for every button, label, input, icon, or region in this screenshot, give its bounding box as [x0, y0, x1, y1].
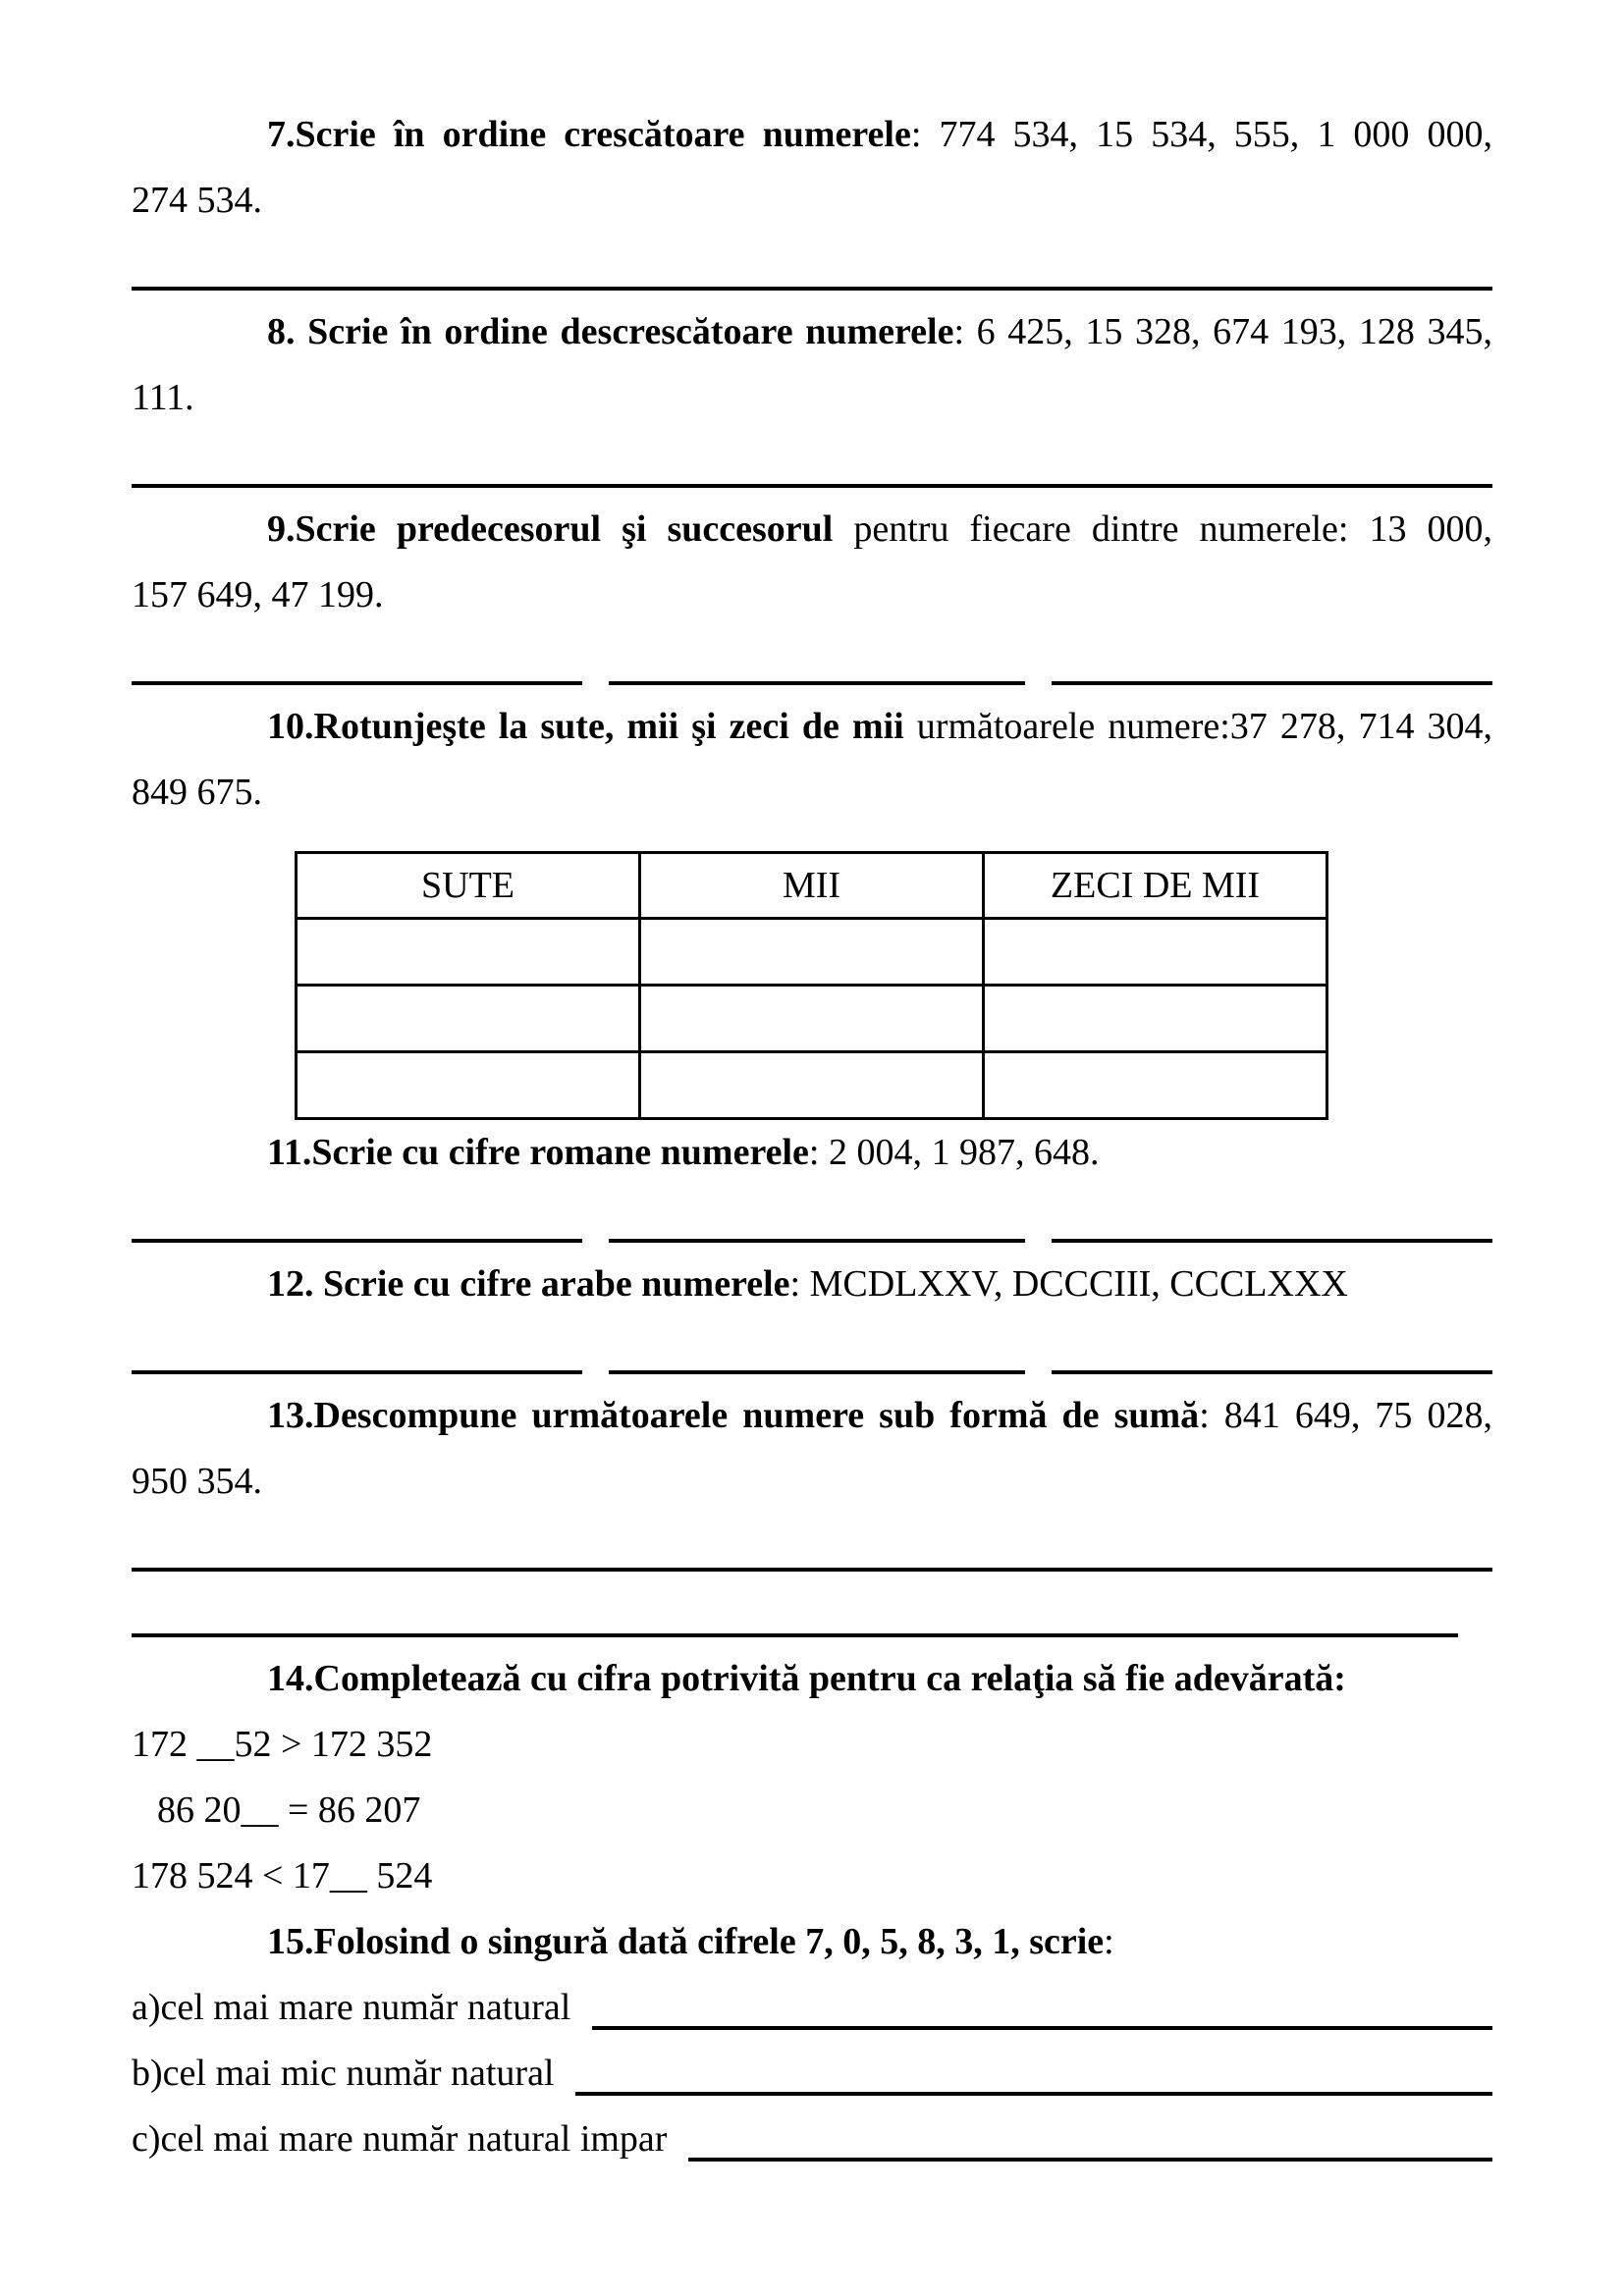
exercise-15-item-a: [132, 1975, 1492, 2041]
answer-rule: [132, 431, 1492, 488]
exercise-15-colon: :: [1104, 1921, 1114, 1962]
exercise-8-heading: [132, 299, 1492, 365]
answer-rule-segment: [1052, 1186, 1492, 1243]
exercise-7-title: 7.Scrie în ordine crescătoare numerele: [267, 114, 911, 155]
table-cell-empty: [640, 986, 984, 1052]
exercise-9-heading: [132, 497, 1492, 562]
table-cell-empty: [297, 919, 640, 986]
exercise-8-numbers: : 6 425, 15 328, 674 193, 128 345,: [953, 311, 1492, 352]
exercise-13-answer-line-2: [132, 1580, 1492, 1646]
table-cell-empty: [984, 986, 1327, 1052]
exercise-9-title: 9.Scrie predecesorul şi succesorul: [267, 508, 834, 550]
item-a-label: a)cel mai mare număr natural: [132, 1987, 580, 2028]
exercise-9-continuation: 157 649, 47 199.: [132, 574, 384, 615]
table-row: [297, 919, 1327, 986]
answer-rule-segment: [1052, 628, 1492, 685]
exercise-8-continuation: 111.: [132, 377, 194, 418]
exercise-15-item-c: [132, 2107, 1492, 2172]
exercise-9-numbers: pentru fiecare dintre numerele: 13 000,: [833, 508, 1492, 550]
table-cell-empty: [640, 1052, 984, 1119]
table-row: [297, 986, 1327, 1052]
exercise-13-numbers: : 841 649, 75 028,: [1199, 1395, 1492, 1436]
table-cell-empty: [984, 919, 1327, 986]
exercise-12-title: 12. Scrie cu cifre arabe numerele: [267, 1263, 790, 1305]
exercise-8-answer-line: [132, 431, 1492, 497]
exercise-10-heading: [132, 694, 1492, 760]
table-header-sute: SUTE: [297, 853, 640, 919]
exercise-8-title: 8. Scrie în ordine descrescătoare numerele: [267, 311, 954, 352]
answer-rule: [592, 1975, 1492, 2030]
exercise-14-equation-2: 86 20__ = 86 207: [157, 1789, 421, 1831]
exercise-11-answer-lines: [132, 1186, 1492, 1252]
item-b-label: b)cel mai mic număr natural: [132, 2053, 564, 2094]
exercise-13-heading: [132, 1383, 1492, 1449]
answer-rule-segment: [609, 1317, 1025, 1374]
exercise-15-heading: [132, 1909, 1492, 1975]
table-cell-empty: [297, 986, 640, 1052]
rounding-table: [295, 851, 1328, 1120]
answer-rule: [132, 234, 1492, 291]
exercise-10-continuation: 849 675.: [132, 772, 262, 813]
exercise-12-answer-lines: [132, 1317, 1492, 1383]
exercise-7-numbers: : 774 534, 15 534, 555, 1 000 000,: [910, 114, 1492, 155]
answer-rule: [132, 1515, 1492, 1572]
exercise-12-numbers: : MCDLXXV, DCCCIII, CCCLXXX: [789, 1263, 1348, 1305]
exercise-7-heading: [132, 102, 1492, 168]
exercise-10-numbers: următoarele numere:37 278, 714 304,: [903, 706, 1493, 747]
exercise-11-title: 11.Scrie cu cifre romane numerele: [267, 1132, 809, 1173]
exercise-14-title: 14.Completează cu cifra potrivită pentru ca relaţia să fie adevărată:: [267, 1658, 1346, 1699]
exercise-7-continuation: 274 534.: [132, 180, 262, 221]
exercise-9-answer-lines: [132, 628, 1492, 694]
exercise-13-answer-line-1: [132, 1515, 1492, 1580]
answer-rule-segment: [1052, 1317, 1492, 1374]
exercise-14-equation-3: 178 524 < 17__ 524: [132, 1855, 433, 1896]
exercise-11-heading: [132, 1120, 1492, 1186]
exercise-11-numbers: : 2 004, 1 987, 648.: [808, 1132, 1100, 1173]
answer-rule: [688, 2107, 1492, 2162]
exercise-13-continuation: 950 354.: [132, 1461, 262, 1502]
exercise-7-answer-line: [132, 234, 1492, 299]
table-row: [297, 1052, 1327, 1119]
exercise-14-heading: [132, 1646, 1492, 1712]
table-cell-empty: [297, 1052, 640, 1119]
table-header-zeci-de-mii: ZECI DE MII: [984, 853, 1327, 919]
exercise-15-title: 15.Folosind o singură dată cifrele 7, 0, 5, 8, 3, 1, scrie: [267, 1921, 1105, 1962]
exercise-10-title: 10.Rotunjeşte la sute, mii şi zeci de mii: [267, 706, 904, 747]
answer-rule: [575, 2041, 1492, 2096]
answer-rule-segment: [132, 628, 582, 685]
answer-rule: [132, 1580, 1458, 1637]
item-c-label: c)cel mai mare număr natural impar: [132, 2118, 677, 2160]
exercise-13-title: 13.Descompune următoarele numere sub formă de sumă: [267, 1395, 1200, 1436]
table-header-mii: MII: [640, 853, 984, 919]
exercise-15-item-b: [132, 2041, 1492, 2107]
answer-rule-segment: [132, 1186, 582, 1243]
table-cell-empty: [640, 919, 984, 986]
answer-rule-segment: [609, 1186, 1025, 1243]
exercise-14-equation-1: 172 __52 > 172 352: [132, 1724, 433, 1765]
answer-rule-segment: [132, 1317, 582, 1374]
answer-rule-segment: [609, 628, 1025, 685]
exercise-12-heading: [132, 1252, 1492, 1317]
rounding-table-header-row: [297, 853, 1327, 919]
table-cell-empty: [984, 1052, 1327, 1119]
